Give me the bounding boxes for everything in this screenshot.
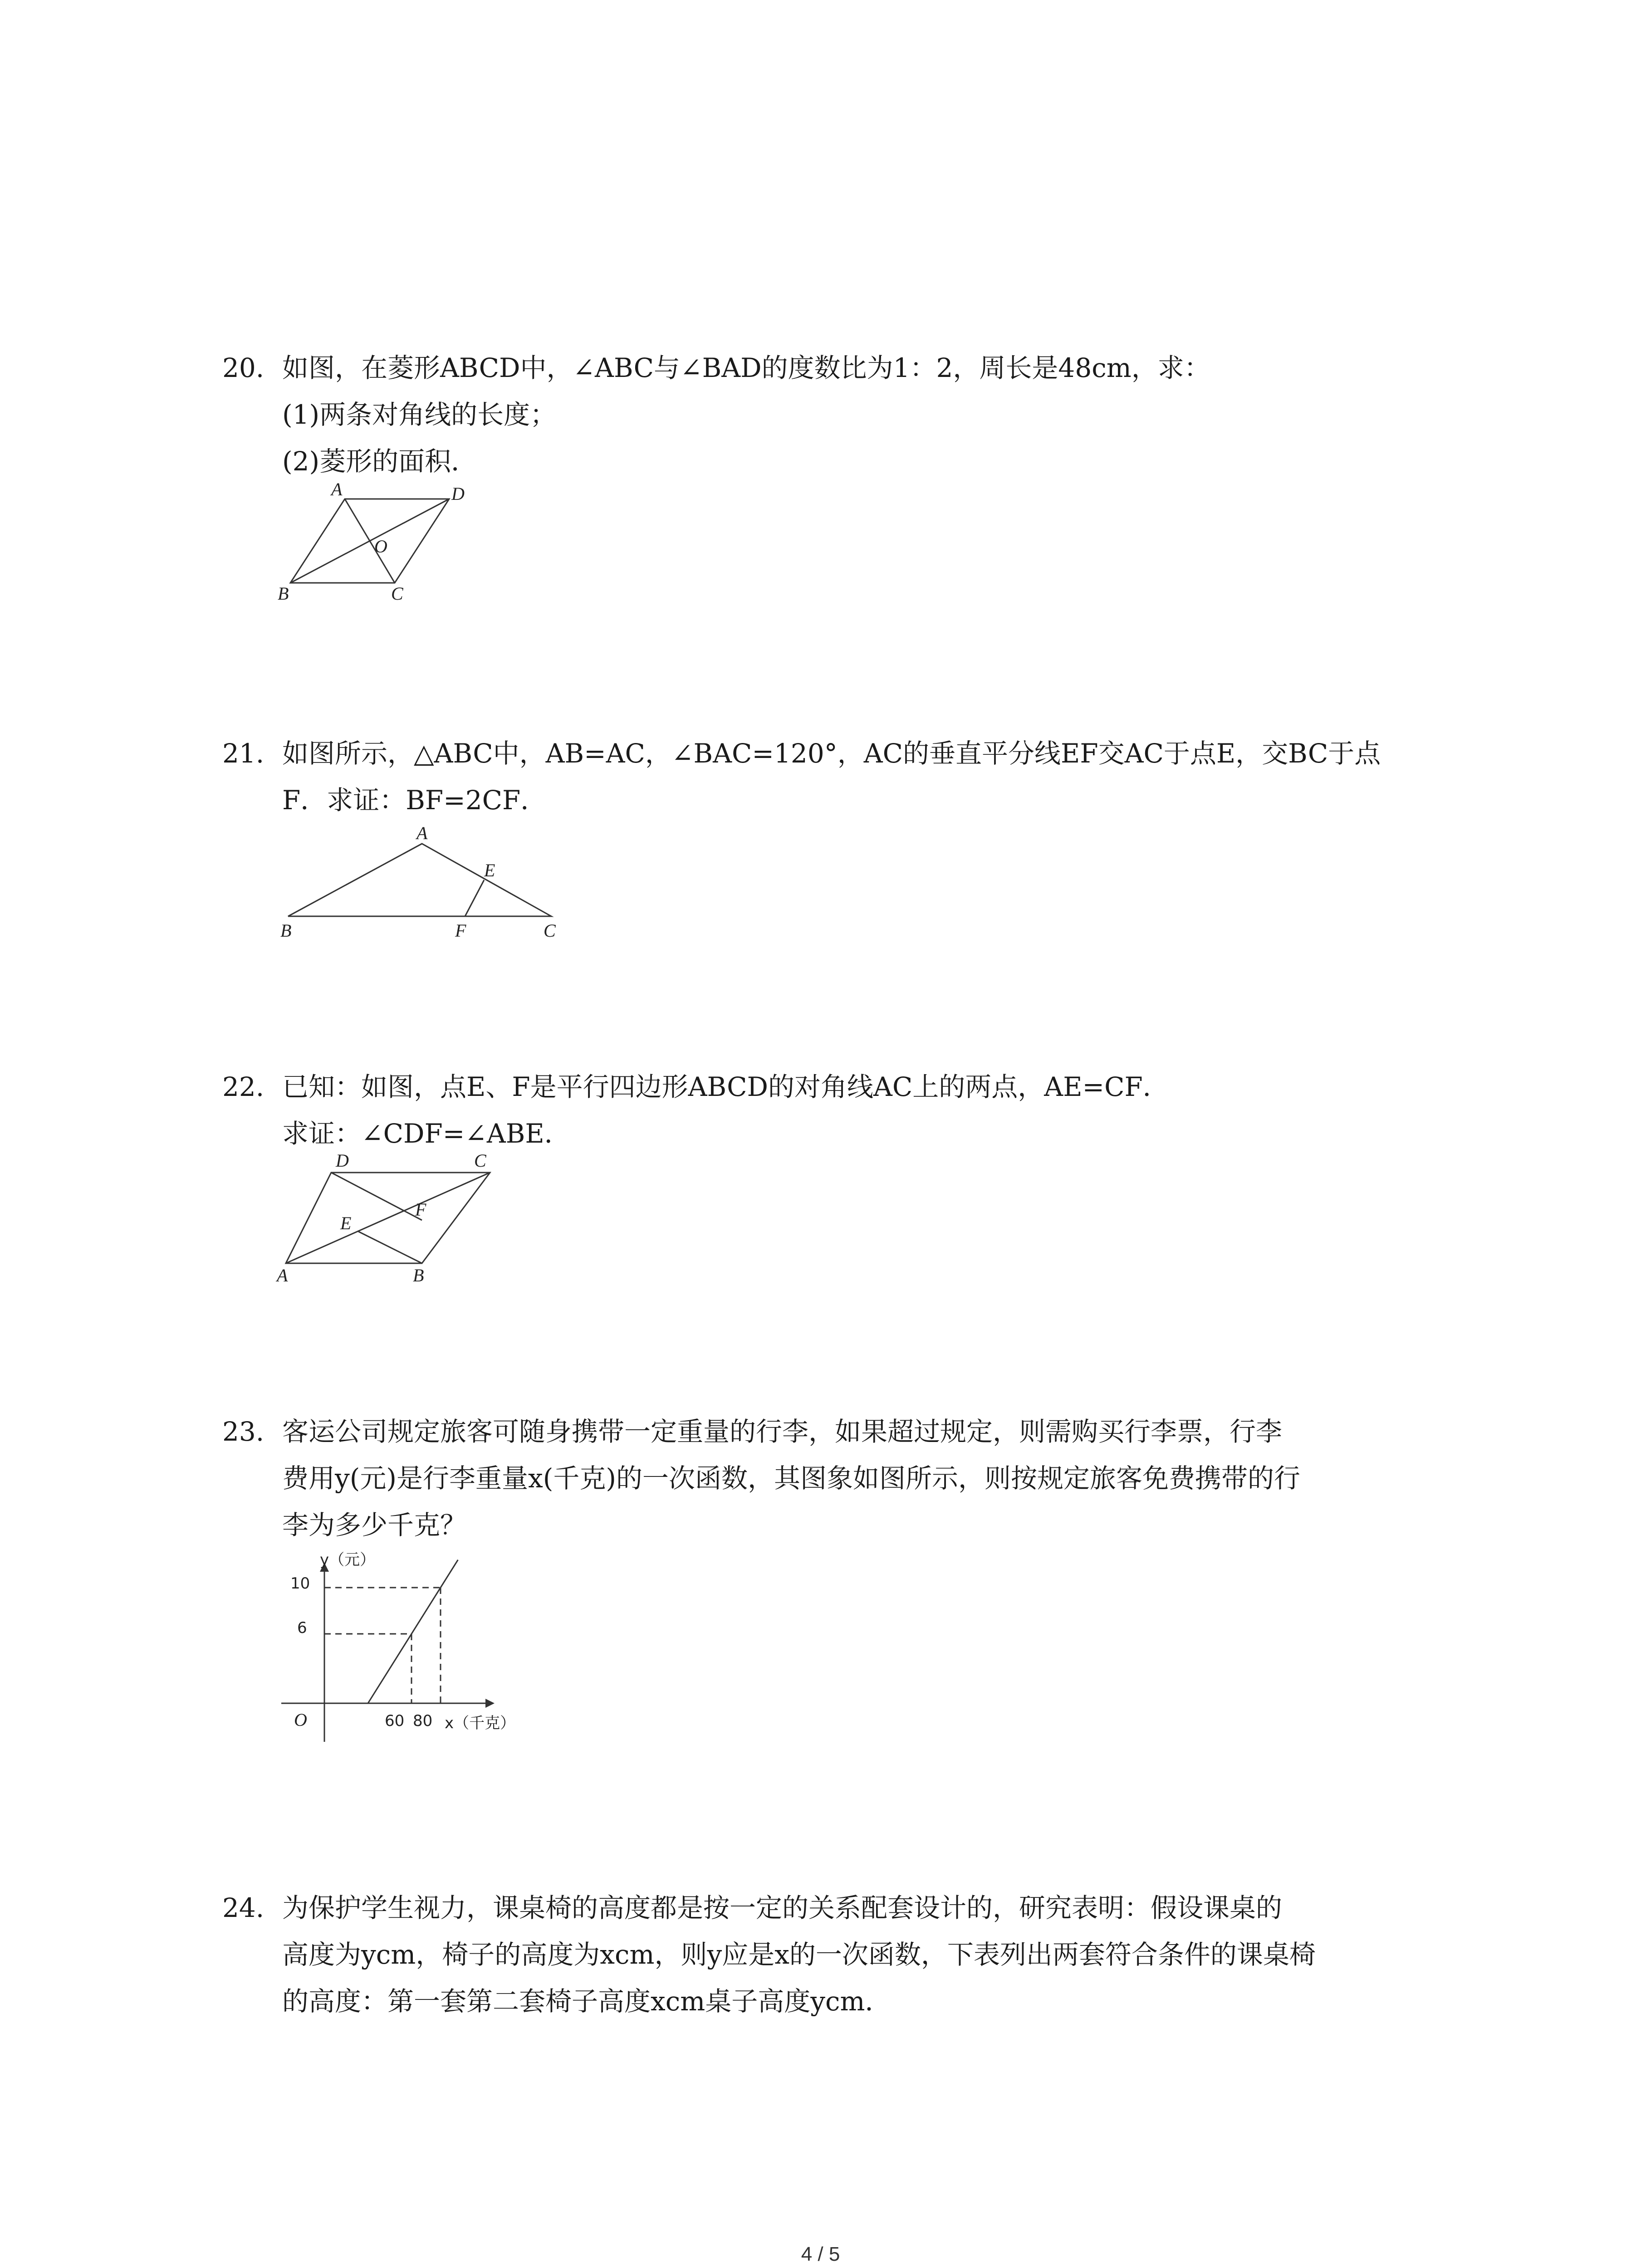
label-F: F [415,1199,426,1220]
question-number: 22. [222,1071,265,1102]
question-text-line: 已知：如图，点E、F是平行四边形ABCD的对角线AC上的两点，AE=CF． [282,1071,1169,1102]
label-O: O [374,536,387,557]
page-number: 4 / 5 [801,2243,840,2265]
question-text-line: 高度为ycm，椅子的高度为xcm，则y应是x的一次函数，下表列出两套符合条件的课桌椅 [282,1939,1316,1970]
question-text-line: 为保护学生视力，课桌椅的高度都是按一定的关系配套设计的，研究表明：假设课桌的 [282,1892,1283,1923]
question-text-line: 李为多少千克？ [282,1510,467,1540]
question-text-line: 求证：∠CDF=∠ABE． [282,1118,571,1149]
label-E: E [484,860,495,880]
label-D: D [336,1150,349,1171]
y-tick-6: 6 [297,1619,307,1637]
x-tick-60: 60 [385,1712,405,1730]
label-C: C [544,920,556,941]
question-text-line: F．求证：BF=2CF． [282,785,547,816]
label-C: C [474,1150,486,1171]
y-tick-10: 10 [290,1574,310,1593]
luggage-fee-graph [272,1547,554,1755]
question-number: 21. [222,738,265,769]
x-axis-arrow [485,1699,495,1708]
x-axis-label: x（千克） [445,1714,516,1732]
function-line [368,1560,458,1703]
label-A: A [416,823,428,843]
subpart-1: (1)两条对角线的长度； [282,399,557,430]
question-number: 20. [222,352,265,383]
label-F: F [455,920,466,941]
label-B: B [278,583,289,604]
rhombus-figure [272,479,472,608]
label-D: D [451,484,465,504]
question-24 [222,1885,1465,2025]
question-21 [222,730,1465,824]
question-text-line: 的高度：第一套第二套椅子高度xcm桌子高度ycm． [282,1986,892,2017]
label-C: C [391,583,403,604]
label-E: E [340,1213,352,1233]
y-axis-label: y（元） [320,1551,376,1569]
question-number: 23. [222,1416,265,1447]
label-B: B [413,1265,424,1286]
x-tick-80: 80 [413,1712,433,1730]
question-number: 24. [222,1892,265,1923]
question-text-line: 如图，在菱形ABCD中，∠ABC与∠BAD的度数比为1：2，周长是48cm，求： [282,352,1210,383]
question-text-line: 客运公司规定旅客可随身携带一定重量的行李，如果超过规定，则需购买行李票，行李 [282,1416,1283,1447]
question-20 [222,345,1465,485]
label-B: B [280,920,292,941]
subpart-2: (2)菱形的面积． [282,446,478,477]
question-23 [222,1408,1465,1549]
parallelogram-figure [272,1152,526,1284]
question-text-line: 如图所示，△ABC中，AB=AC，∠BAC=120°，AC的垂直平分线EF交AC于点E，交BC于点 [282,738,1381,769]
triangle-figure [272,823,581,943]
question-text-line: 费用y(元)是行李重量x(千克)的一次函数，其图象如图所示，则按规定旅客免费携带的行 [282,1463,1300,1494]
label-A: A [331,479,343,499]
label-A: A [277,1265,288,1286]
origin-label: O [294,1710,307,1730]
question-22 [222,1064,1465,1157]
